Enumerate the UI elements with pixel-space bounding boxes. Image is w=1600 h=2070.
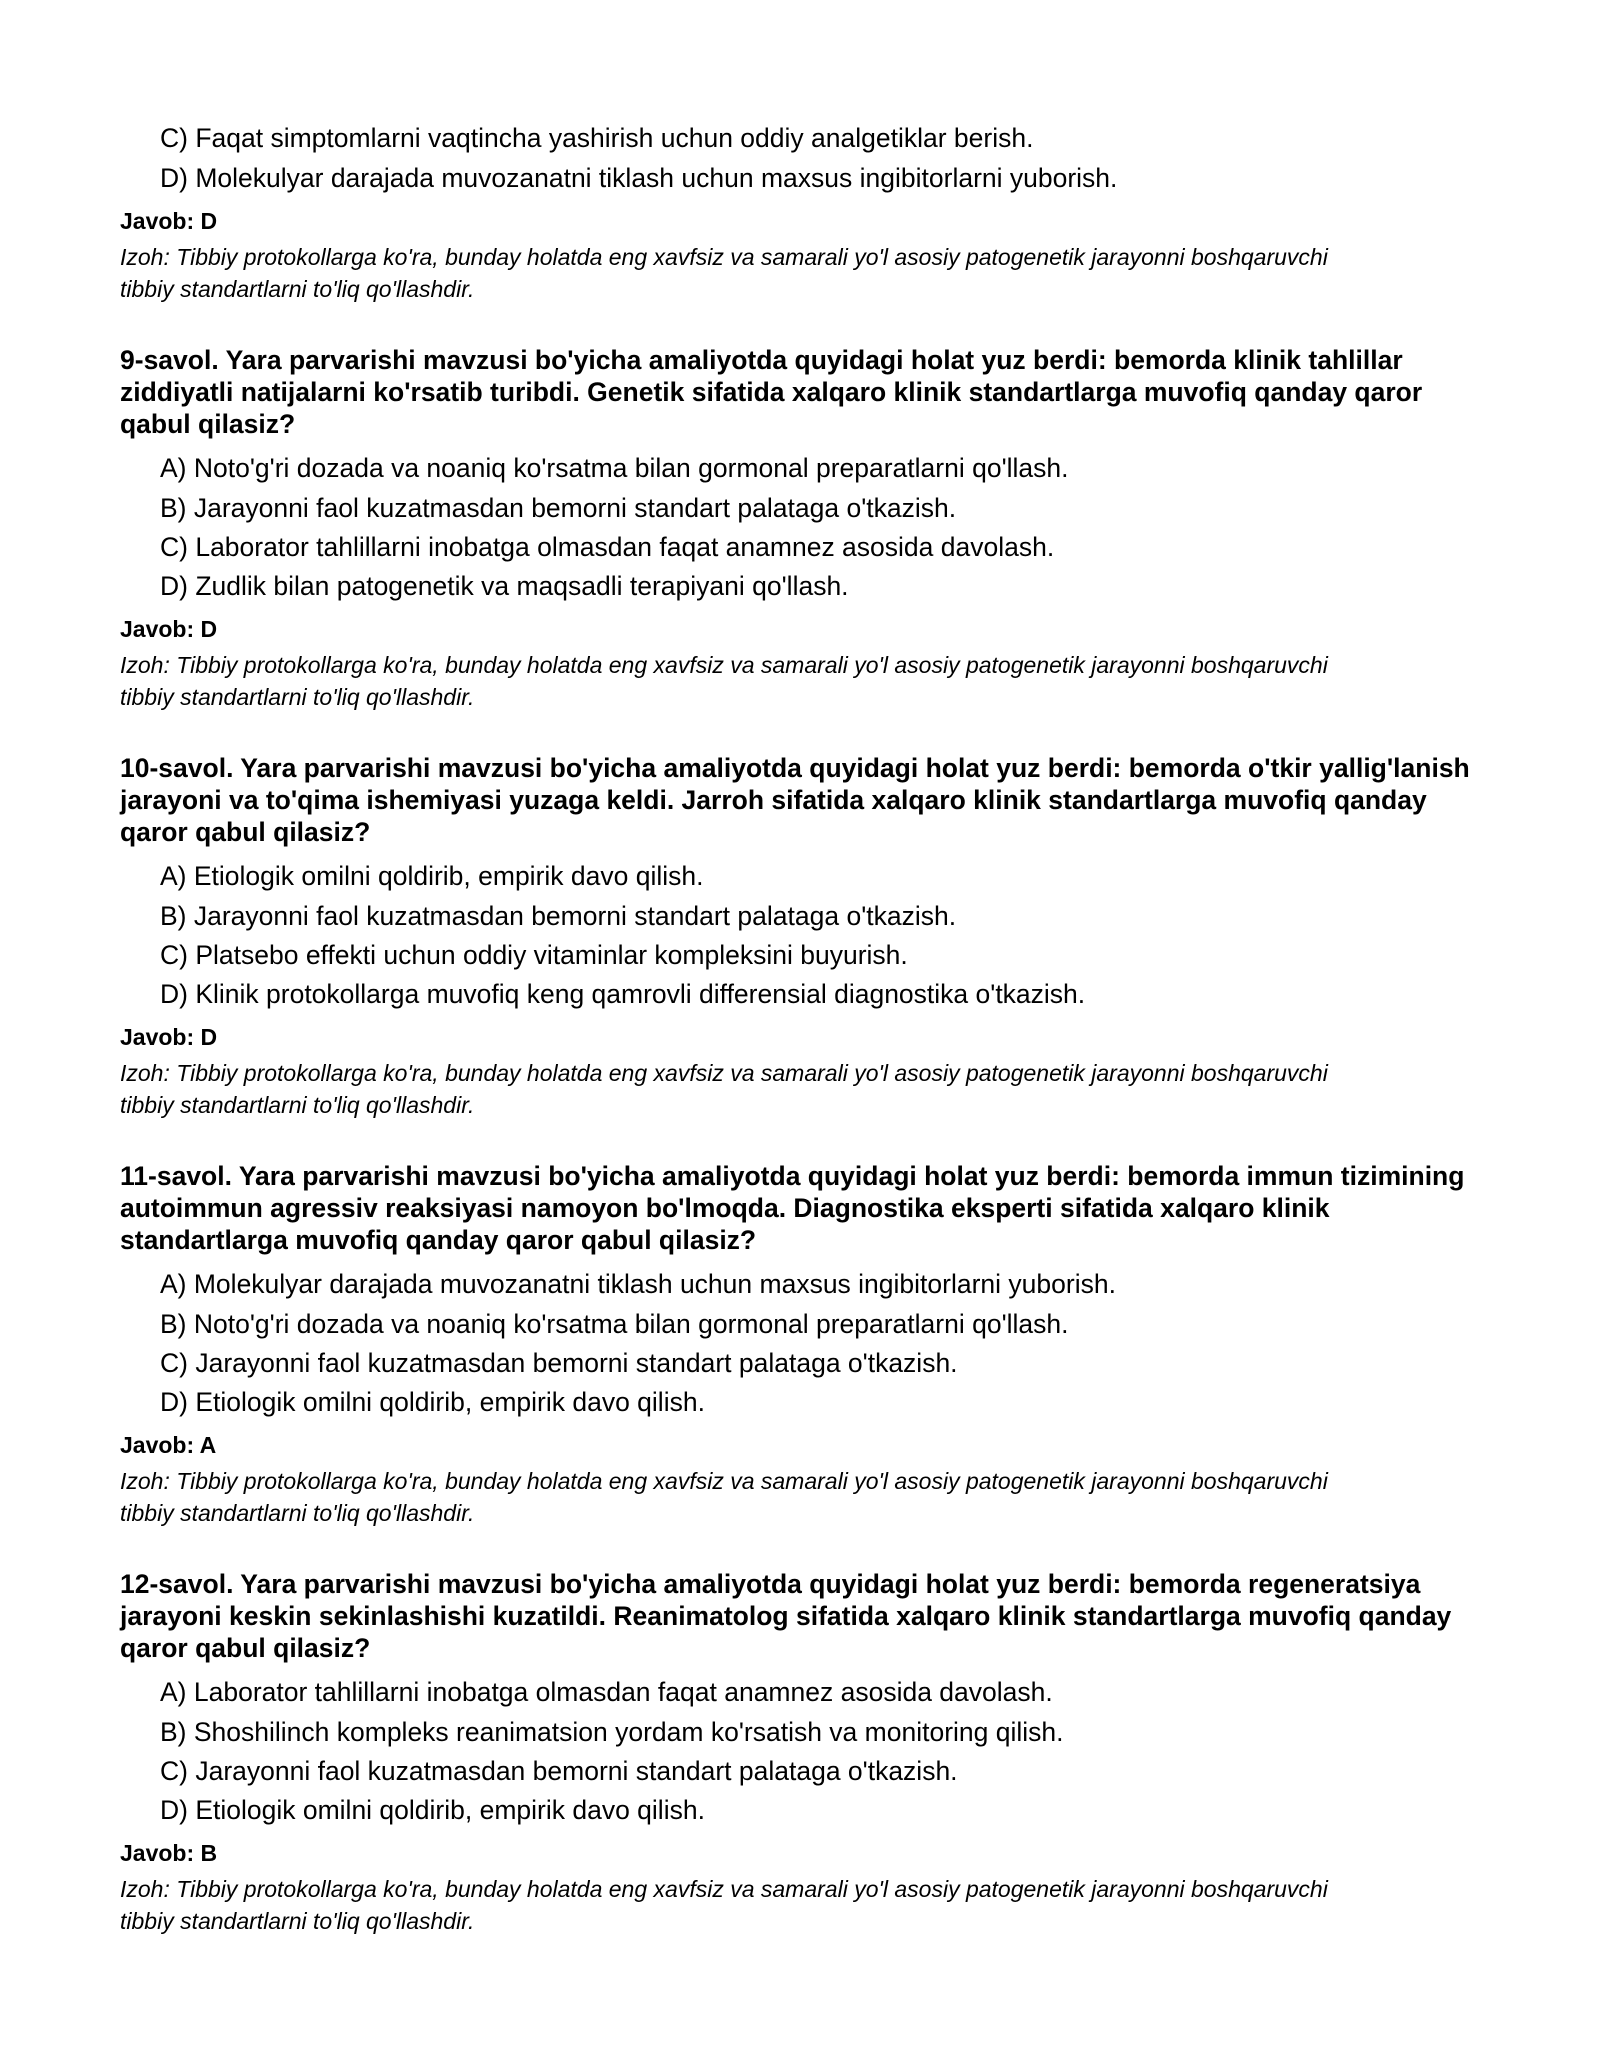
explanation-note: Izoh: Tibbiy protokollarga ko'ra, bunday holatda eng xavfsiz va samarali yo'l asosiy patogenetik jarayonni boshqaruvchi tibbiy standartlarni to'liq qo'llashdir. [120,1468,1328,1526]
option-c: C) Faqat simptomlarni vaqtincha yashirish uchun oddiy analgetiklar berish. [160,123,1034,153]
question-12: 12-savol. Yara parvarishi mavzusi bo'yicha amaliyotda quyidagi holat yuz berdi: bemorda regeneratsiya jarayoni keskin sekinlashishi kuzatildi. Reanimatolog sifatida xalqaro klinik standartlarga muvofiq qanday qaror qabul qilasiz? [120,1569,1452,1663]
option-d: D) Molekulyar darajada muvozanatni tiklash uchun maxsus ingibitorlarni yuborish. [160,163,1118,193]
option-b: B) Noto'g'ri dozada va noaniq ko'rsatma bilan gormonal preparatlarni qo'llash. [160,1309,1069,1339]
option-d: D) Zudlik bilan patogenetik va maqsadli terapiyani qo'llash. [160,571,849,601]
question-9: 9-savol. Yara parvarishi mavzusi bo'yicha amaliyotda quyidagi holat yuz berdi: bemorda klinik tahlillar ziddiyatli natijalarni ko'rsatib turibdi. Genetik sifatida xalqaro klinik standartlarga muvofiq qanday qaror qabul qilasiz? [120,345,1423,439]
option-c: C) Jarayonni faol kuzatmasdan bemorni standart palataga o'tkazish. [160,1348,958,1378]
option-b: B) Jarayonni faol kuzatmasdan bemorni standart palataga o'tkazish. [160,901,957,931]
option-a: A) Molekulyar darajada muvozanatni tiklash uchun maxsus ingibitorlarni yuborish. [160,1269,1116,1299]
option-a: A) Etiologik omilni qoldirib, empirik davo qilish. [160,861,704,891]
answer-label: Javob: D [120,1024,218,1050]
question-10: 10-savol. Yara parvarishi mavzusi bo'yicha amaliyotda quyidagi holat yuz berdi: bemorda o'tkir yallig'lanish jarayoni va to'qima ishemiyasi yuzaga keldi. Jarroh sifatida xalqaro klinik standartlarga muvofiq qanday qaror qabul qilasiz? [120,753,1470,847]
explanation-note: Izoh: Tibbiy protokollarga ko'ra, bunday holatda eng xavfsiz va samarali yo'l asosiy patogenetik jarayonni boshqaruvchi tibbiy standartlarni to'liq qo'llashdir. [120,652,1328,710]
question-11: 11-savol. Yara parvarishi mavzusi bo'yicha amaliyotda quyidagi holat yuz berdi: bemorda immun tizimining autoimmun agressiv reaksiyasi namoyon bo'lmoqda. Diagnostika eksperti sifatida xalqaro klinik standartlarga muvofiq qanday qaror qabul qilasiz? [120,1161,1465,1255]
option-b: B) Shoshilinch kompleks reanimatsion yordam ko'rsatish va monitoring qilish. [160,1717,1064,1747]
option-d: D) Etiologik omilni qoldirib, empirik davo qilish. [160,1795,705,1825]
option-a: A) Laborator tahlillarni inobatga olmasdan faqat anamnez asosida davolash. [160,1677,1053,1707]
option-b: B) Jarayonni faol kuzatmasdan bemorni standart palataga o'tkazish. [160,493,957,523]
option-c: C) Jarayonni faol kuzatmasdan bemorni standart palataga o'tkazish. [160,1756,958,1786]
answer-label: Javob: B [120,1840,218,1866]
answer-label: Javob: D [120,616,218,642]
explanation-note: Izoh: Tibbiy protokollarga ko'ra, bunday holatda eng xavfsiz va samarali yo'l asosiy patogenetik jarayonni boshqaruvchi tibbiy standartlarni to'liq qo'llashdir. [120,1876,1328,1934]
option-d: D) Klinik protokollarga muvofiq keng qamrovli differensial diagnostika o'tkazish. [160,979,1086,1009]
option-a: A) Noto'g'ri dozada va noaniq ko'rsatma bilan gormonal preparatlarni qo'llash. [160,453,1069,483]
option-c: C) Laborator tahlillarni inobatga olmasdan faqat anamnez asosida davolash. [160,532,1055,562]
explanation-note: Izoh: Tibbiy protokollarga ko'ra, bunday holatda eng xavfsiz va samarali yo'l asosiy patogenetik jarayonni boshqaruvchi tibbiy standartlarni to'liq qo'llashdir. [120,1060,1328,1118]
option-c: C) Platsebo effekti uchun oddiy vitaminlar kompleksini buyurish. [160,940,908,970]
answer-label: Javob: D [120,208,218,234]
option-d: D) Etiologik omilni qoldirib, empirik davo qilish. [160,1387,705,1417]
answer-label: Javob: A [120,1432,217,1458]
explanation-note: Izoh: Tibbiy protokollarga ko'ra, bunday holatda eng xavfsiz va samarali yo'l asosiy patogenetik jarayonni boshqaruvchi tibbiy standartlarni to'liq qo'llashdir. [120,244,1328,302]
